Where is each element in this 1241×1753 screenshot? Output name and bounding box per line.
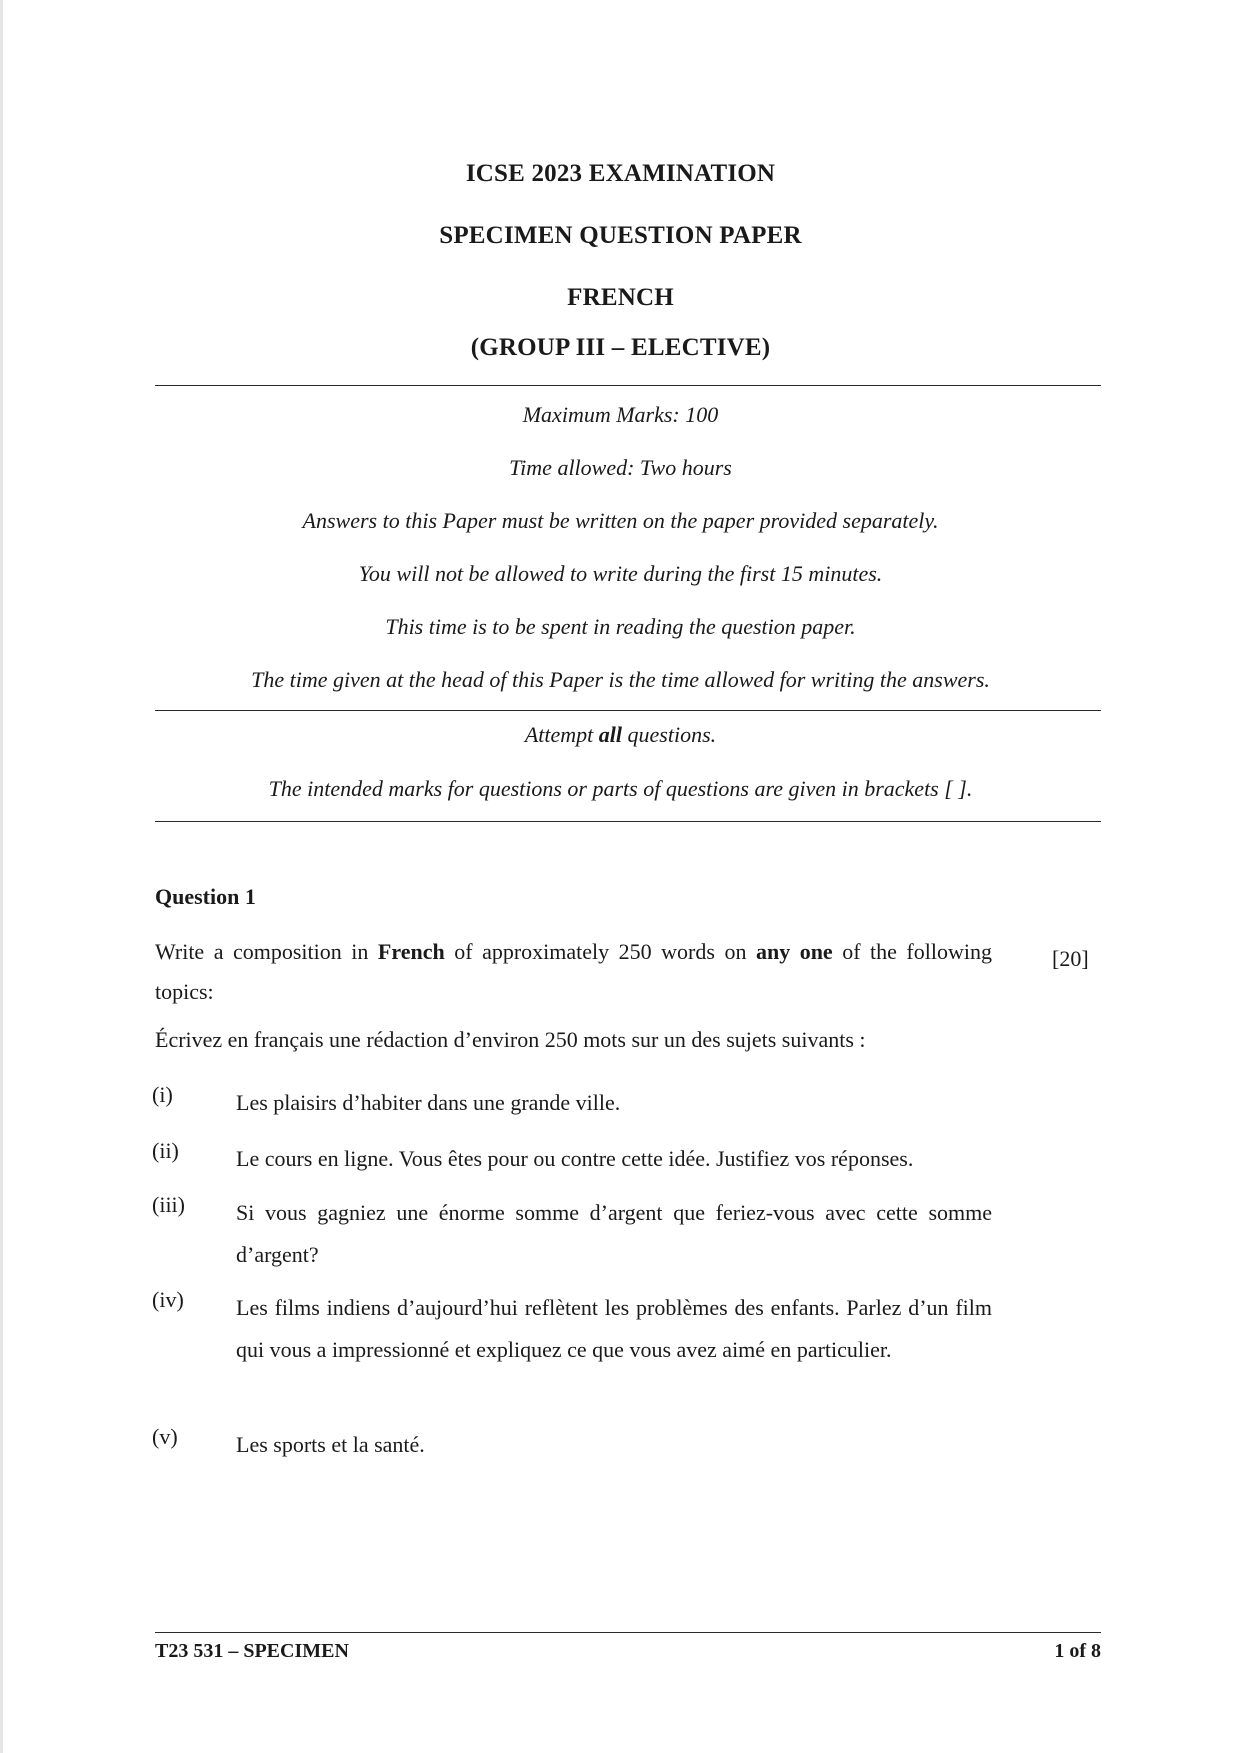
question-text-part: of approximately 250 words on	[444, 939, 756, 964]
paper-type: SPECIMEN QUESTION PAPER	[439, 222, 802, 249]
scan-edge	[0, 0, 3, 1753]
question-heading: Question 1	[155, 884, 256, 909]
answers-instruction: Answers to this Paper must be written on the paper provided separately.	[302, 508, 939, 533]
question-text-bold: any one	[755, 939, 833, 964]
option-number: (ii)	[152, 1138, 179, 1163]
page-number: 1 of 8	[1054, 1640, 1101, 1662]
option-text: Les plaisirs d’habiter dans une grande ville.	[236, 1090, 621, 1115]
attempt-prefix: Attempt	[524, 722, 599, 747]
option-text: Le cours en ligne. Vous êtes pour ou contre cette idée. Justifiez vos réponses.	[236, 1146, 914, 1171]
exam-title: ICSE 2023 EXAMINATION	[465, 160, 776, 187]
divider-middle	[155, 710, 1101, 711]
option-number: (iii)	[152, 1192, 185, 1217]
group-title: (GROUP III – ELECTIVE)	[470, 334, 771, 361]
reading-instruction: This time is to be spent in reading the question paper.	[385, 614, 856, 639]
attempt-suffix: questions.	[622, 722, 717, 747]
max-marks: Maximum Marks: 100	[522, 402, 719, 427]
question-text-part: Write a composition in	[155, 939, 378, 964]
divider-bottom	[155, 821, 1101, 822]
divider-top	[155, 385, 1101, 386]
option-number: (i)	[152, 1082, 173, 1107]
question-marks: [20]	[1052, 946, 1089, 971]
option-text: Si vous gagniez une énorme somme d’argent que feriez-vous avec cette somme d’argent?	[236, 1200, 992, 1267]
attempt-bold: all	[598, 722, 623, 747]
marks-note: The intended marks for questions or parts of questions are given in brackets [ ].	[268, 776, 973, 801]
paper-code: T23 531 – SPECIMEN	[155, 1640, 349, 1662]
question-text-bold: French	[377, 939, 445, 964]
attempt-instruction	[0, 722, 1241, 748]
option-text: Les sports et la santé.	[236, 1432, 425, 1457]
no-write-instruction: You will not be allowed to write during the first 15 minutes.	[358, 561, 883, 586]
question-text-part: of the following topics:	[155, 939, 992, 1004]
french-instruction: Écrivez en français une rédaction d’environ 250 mots sur un des sujets suivants :	[155, 1027, 866, 1052]
time-allowed: Time allowed: Two hours	[509, 455, 732, 480]
question-text	[155, 932, 992, 1012]
option-text: Les films indiens d’aujourd’hui reflètent les problèmes des enfants. Parlez d’un film qui vous a impressionné et expliquez ce que vous avez aimé en particulier.	[236, 1295, 992, 1362]
footer-divider	[155, 1632, 1101, 1633]
option-number: (v)	[152, 1424, 178, 1449]
subject-title: FRENCH	[567, 284, 674, 311]
time-given-instruction: The time given at the head of this Paper is the time allowed for writing the answers.	[251, 667, 990, 692]
option-number: (iv)	[152, 1287, 184, 1312]
